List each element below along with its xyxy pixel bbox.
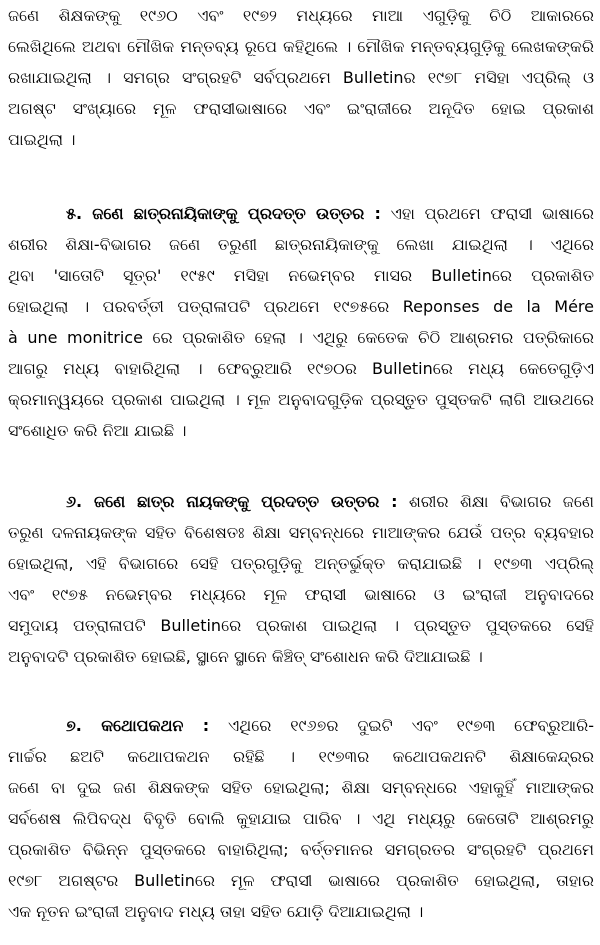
intro-paragraph [8,0,594,155]
section-7-lead: ଏଥିରେ ୧୯୬୭ର ଦୁଇଟି ଏବଂ ୧୯୭୩ ଫେବ୍ରୁଆରି- [228,716,594,735]
text-line: à une monitrice ରେ ପ୍ରକାଶିତ ହେଲା । ଏଥିରୁ କେତେକ ଚିଠି ଆଶ୍ରମର ପତ୍ରିକାରେ [8,328,594,347]
text-line: ଆଗରୁ ମଧ୍ୟ ବାହାରିଥିଲା । ଫେବ୍ରୁଆରି ୧୯୭୦ର Bulletinରେ ମଧ୍ୟ କେତେଗୁଡ଼ିଏ [8,359,594,378]
text-line: ହୋଇଥିଲା, ଏହି ବିଭାଗରେ ସେହି ପତ୍ରଗୁଡ଼ିକୁ ଅନ୍ତର୍ଭୁକ୍ତ କରାଯାଇଛି । ୧୯୭୩ ଏପ୍ରିଲ୍ [8,554,594,573]
text-line: କ୍ରମାନ୍ୱୟରେ ପ୍ରକାଶ ପାଇଥିଲା । ମୂଳ ଅନୁବାଦଗୁଡ଼ିକ ପ୍ରସ୍ତୁତ ପୁସ୍ତକଟି ଲାଗି ଆଉଥରେ [8,390,594,409]
text-line: ଶରୀର ଶିକ୍ଷା-ବିଭାଗର ଜଣେ ତରୁଣୀ ଛାତ୍ରନାୟିକାଙ୍କୁ ଲେଖା ଯାଇଥିଲା । ଏଥିରେ [8,235,594,254]
text-line: ମାର୍ଚ୍ଚର ଛଅଟି କଥୋପକଥନ ରହିଛି । ୧୯୭୩ର କଥୋପକଥନଟି ଶିକ୍ଷାକେନ୍ଦ୍ରର [8,747,594,766]
section-7-paragraph [8,710,594,927]
text-line: ଅଗଷ୍ଟ ସଂଖ୍ୟାରେ ମୂଳ ଫରାସୀଭାଷାରେ ଏବଂ ଇଂରାଜୀରେ ଅନୂଦିତ ହୋଇ ପ୍ରକାଶ [8,99,594,118]
text-line: ୧୯୭୮ ଅଗଷ୍ଟର Bulletinରେ ମୂଳ ଫରାସୀ ଭାଷାରେ ପ୍ରକାଶିତ ହୋଇଥିଲା, ତାହାର [8,871,594,890]
text-line: ସଂଶୋଧିତ କରି ନିଆ ଯାଇଛି । [8,421,187,440]
section-6-paragraph [8,486,594,672]
text-line: ପ୍ରକାଶିତ ବିଭିନ୍ନ ପୁସ୍ତକରେ ବାହାରିଥିଲା; ବର୍ତ୍ତମାନର ସମଗ୍ରତର ସଂଗ୍ରହଟି ପ୍ରଥମେ [8,840,594,859]
text-line: ଏକ ନୂତନ ଇଂରାଜୀ ଅନୁବାଦ ମଧ୍ୟ ତାହା ସହିତ ଯୋଡ଼ି ଦିଆଯାଇଥିଲା । [8,902,424,921]
section-6-lead: ଶରୀର ଶିକ୍ଷା ବିଭାଗର ଜଣେ [408,492,594,511]
text-line: ଲେଖିଥିଲେ ଅଥବା ମୌଖିକ ମନ୍ତବ୍ୟ ରୂପେ କହିଥିଲେ । ମୌଖିକ ମନ୍ତବ୍ୟଗୁଡ଼ିକୁ ଲେଖକଙ୍କରି [8,37,594,56]
text-line: ହୋଇଥିଲା । ପରବର୍ତ୍ତୀ ପତ୍ରାଳାପଟି ପ୍ରଥମେ ୧୯୭୫ରେ Reponses de la Mére [8,297,594,316]
text-line: ସମୁଦାୟ ପତ୍ରାଳାପଟି Bulletinରେ ପ୍ରକାଶ ପାଇଥିଲା । ପ୍ରସ୍ତୁତ ପୁସ୍ତକରେ ସେହି [8,616,594,635]
text-line: ଜଣେ ଶିକ୍ଷକଙ୍କୁ ୧୯୬୦ ଏବଂ ୧୯୭୨ ମଧ୍ୟରେ ମାଆ ଏଗୁଡ଼ିକୁ ଚିଠି ଆକାରରେ [8,6,594,25]
section-5-lead: ଏହା ପ୍ରଥମେ ଫରାସୀ ଭାଷାରେ [390,204,594,223]
text-line: ରଖାଯାଇଥିଲା । ସମଗ୍ର ସଂଗ୍ରହଟି ସର୍ବପ୍ରଥମେ Bulletinର ୧୯୭୮ ମସିହା ଏପ୍ରିଲ୍ ଓ [8,68,594,87]
text-line: ତରୁଣ ଦଳନାୟକଙ୍କ ସହିତ ବିଶେଷତଃ ଶିକ୍ଷା ସମ୍ବନ୍ଧରେ ମାଆଙ୍କର ଯେଉଁ ପତ୍ର ବ୍ୟବହାର [8,523,594,542]
section-5-heading: ୫. ଜଣେ ଛାତ୍ରନାୟିକାଙ୍କୁ ପ୍ରଦତ୍ତ ଉତ୍ତର : [66,204,381,223]
text-line [8,710,594,741]
text-line: ଏବଂ ୧୯୭୫ ନଭେମ୍ବର ମଧ୍ୟରେ ମୂଳ ଫରାସୀ ଭାଷାରେ ଓ ଇଂରାଜୀ ଅନୁବାଦରେ [8,585,594,604]
text-line: ସର୍ବଶେଷ ଲିପିବଦ୍ଧ ବିବୃତି ବୋଲି କୁହାଯାଇ ପାରିବ । ଏଥି ମଧ୍ୟରୁ କେତୋଟି ଆଶ୍ରମରୁ [8,809,594,828]
text-line: ଥିବା 'ସାତୋଟି ସୂତ୍ର' ୧୯୫୯ ମସିହା ନଭେମ୍ବର ମାସର Bulletinରେ ପ୍ରକାଶିତ [8,266,594,285]
text-line [8,198,594,229]
text-line [8,486,594,517]
text-line: ଅନୁବାଦଟି ପ୍ରକାଶିତ ହୋଇଛି, ସ୍ଥାନେ ସ୍ଥାନେ କିଞ୍ଚିତ୍ ସଂଶୋଧନ କରି ଦିଆଯାଇଛି । [8,647,483,666]
section-5-paragraph [8,198,594,446]
section-6-heading: ୬. ଜଣେ ଛାତ୍ର ନାୟକଙ୍କୁ ପ୍ରଦତ୍ତ ଉତ୍ତର : [66,492,398,511]
text-line: ପାଇଥିଲା । [8,130,76,149]
section-7-heading: ୭. କଥୋପକଥନ : [66,716,210,735]
text-line: ଜଣେ ବା ଦୁଇ ଜଣ ଶିକ୍ଷକଙ୍କ ସହିତ ହୋଇଥିଲା; ଶିକ୍ଷା ସମ୍ବନ୍ଧରେ ଏହାକୁହିଁ ମାଆଙ୍କର [8,778,594,797]
